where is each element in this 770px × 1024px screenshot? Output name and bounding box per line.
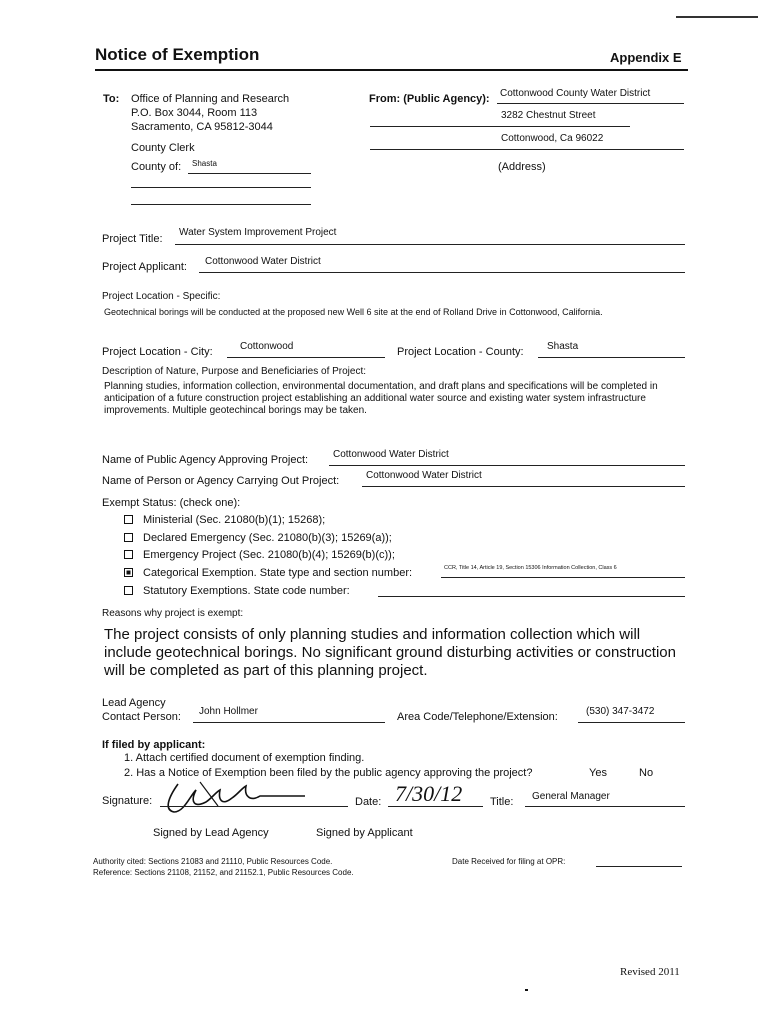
yes-option[interactable]: Yes	[589, 767, 607, 779]
blank-line-1	[131, 187, 311, 188]
exempt-option-statutory[interactable]	[124, 585, 350, 597]
no-option[interactable]: No	[639, 767, 654, 779]
categorical-line	[441, 577, 685, 578]
scan-mark	[676, 16, 758, 18]
location-city-value: Cottonwood	[240, 341, 294, 352]
address-label: (Address)	[498, 161, 546, 173]
appendix-label: Appendix E	[610, 50, 682, 65]
exempt-option-categorical[interactable]	[124, 567, 412, 579]
exempt-option-label: Ministerial (Sec. 21080(b)(1); 15268);	[143, 514, 326, 526]
phone-value: (530) 347-3472	[586, 706, 655, 717]
location-county-label: Project Location - County:	[397, 346, 524, 358]
reference: Reference: Sections 21108, 21152, and 21152.1, Public Resources Code.	[93, 868, 354, 877]
exempt-option-label: Declared Emergency (Sec. 21080(b)(3); 15269(a));	[143, 532, 392, 544]
exempt-status-label: Exempt Status: (check one):	[102, 497, 241, 509]
project-applicant-line	[199, 272, 685, 273]
date-value: 7/30/12	[395, 781, 463, 806]
county-of-label: County of:	[131, 161, 182, 173]
project-applicant-label: Project Applicant:	[102, 261, 187, 273]
title-label: Title:	[490, 796, 514, 808]
description-label: Description of Nature, Purpose and Beneficiaries of Project:	[102, 366, 367, 377]
project-title-line	[175, 244, 685, 245]
description-value: Planning studies, information collection, environmental documentation, and draft plans and specifications will be completed in anticipation of a future construction project establishing an additional water source and existing water system infrastructure improvements. Multiple geotechincal borings may be taken.	[104, 381, 658, 416]
exempt-option-label: Emergency Project (Sec. 21080(b)(4); 15269(b)(c));	[143, 549, 395, 561]
signature-line	[160, 806, 348, 807]
lead-agency-label: Lead Agency	[102, 697, 166, 709]
from-city-line	[370, 149, 684, 150]
exempt-option-ministerial[interactable]	[124, 514, 325, 526]
title-line	[525, 806, 685, 807]
date-received-line	[596, 866, 682, 867]
checkbox-ministerial[interactable]	[124, 515, 133, 524]
to-line2: P.O. Box 3044, Room 113	[131, 107, 258, 119]
project-title-value: Water System Improvement Project	[179, 227, 337, 238]
location-specific-label: Project Location - Specific:	[102, 291, 221, 302]
date-line	[388, 806, 483, 807]
blank-line-2	[131, 204, 311, 205]
date-received-label: Date Received for filing at OPR:	[452, 857, 566, 866]
signature-scribble	[160, 776, 310, 816]
checkbox-declared-emergency[interactable]	[124, 533, 133, 542]
title-value: General Manager	[532, 791, 610, 802]
contact-person-line	[193, 722, 385, 723]
signed-lead-label: Signed by Lead Agency	[153, 827, 269, 839]
statutory-line	[378, 596, 685, 597]
county-clerk: County Clerk	[131, 142, 195, 154]
signed-applicant-label: Signed by Applicant	[316, 827, 413, 839]
exempt-option-label: Categorical Exemption. State type and section number:	[143, 567, 413, 579]
signed-by-lead-agency[interactable]	[153, 827, 269, 839]
exempt-option-emergency-project[interactable]	[124, 549, 395, 561]
checkbox-statutory[interactable]	[124, 586, 133, 595]
location-city-label: Project Location - City:	[102, 346, 213, 358]
scan-dot	[525, 989, 528, 991]
from-agency: Cottonwood County Water District	[500, 88, 651, 99]
project-applicant-value: Cottonwood Water District	[205, 256, 321, 267]
categorical-value: CCR, Title 14, Article 19, Section 15306 Information Collection, Class 6	[444, 565, 617, 571]
project-title-label: Project Title:	[102, 233, 163, 245]
from-agency-line	[497, 103, 684, 104]
revised-label: Revised 2011	[620, 966, 680, 978]
checkbox-categorical[interactable]	[124, 568, 133, 577]
reasons-value: The project consists of only planning studies and information collection which will include geotechnical borings. No significant ground disturbing activities or construction will be completed as part of this planning project.	[104, 626, 676, 679]
date-label: Date:	[355, 796, 382, 808]
exempt-option-label: Statutory Exemptions. State code number:	[143, 585, 350, 597]
filed-item-1: 1. Attach certified document of exemption finding.	[124, 752, 365, 764]
to-label: To:	[103, 93, 120, 105]
carrying-agency-value: Cottonwood Water District	[366, 470, 482, 481]
from-city: Cottonwood, Ca 96022	[501, 133, 604, 144]
page-title: Notice of Exemption	[95, 45, 260, 64]
carrying-agency-label: Name of Person or Agency Carrying Out Project:	[102, 475, 340, 487]
location-county-line	[538, 357, 685, 358]
carrying-agency-line	[362, 486, 685, 487]
phone-line	[578, 722, 685, 723]
from-street-line	[370, 126, 630, 127]
filed-by-applicant-heading: If filed by applicant:	[102, 739, 206, 751]
checkbox-emergency-project[interactable]	[124, 550, 133, 559]
from-street: 3282 Chestnut Street	[501, 110, 596, 121]
header-rule	[95, 69, 688, 71]
exempt-option-declared-emergency[interactable]	[124, 532, 392, 544]
signed-by-applicant[interactable]	[316, 827, 413, 839]
filed-item-2: 2. Has a Notice of Exemption been filed by the public agency approving the project?	[124, 767, 533, 779]
signature-label: Signature:	[102, 795, 153, 807]
approving-agency-label: Name of Public Agency Approving Project:	[102, 454, 309, 466]
from-label: From: (Public Agency):	[369, 93, 490, 105]
location-specific-value: Geotechnical borings will be conducted at the proposed new Well 6 site at the end of Rolland Drive in Cottonwood, California.	[104, 307, 603, 317]
phone-label: Area Code/Telephone/Extension:	[397, 711, 558, 723]
approving-agency-value: Cottonwood Water District	[333, 449, 449, 460]
to-line3: Sacramento, CA 95812-3044	[131, 121, 273, 133]
to-line1: Office of Planning and Research	[131, 93, 290, 105]
authority-cited: Authority cited: Sections 21083 and 21110, Public Resources Code.	[93, 857, 333, 866]
county-of-value: Shasta	[192, 159, 217, 168]
contact-person-value: John Hollmer	[199, 706, 258, 717]
contact-person-label: Contact Person:	[102, 711, 181, 723]
location-county-value: Shasta	[547, 341, 579, 352]
approving-agency-line	[329, 465, 685, 466]
county-of-line	[188, 173, 311, 174]
location-city-line	[227, 357, 385, 358]
reasons-label: Reasons why project is exempt:	[102, 608, 244, 619]
